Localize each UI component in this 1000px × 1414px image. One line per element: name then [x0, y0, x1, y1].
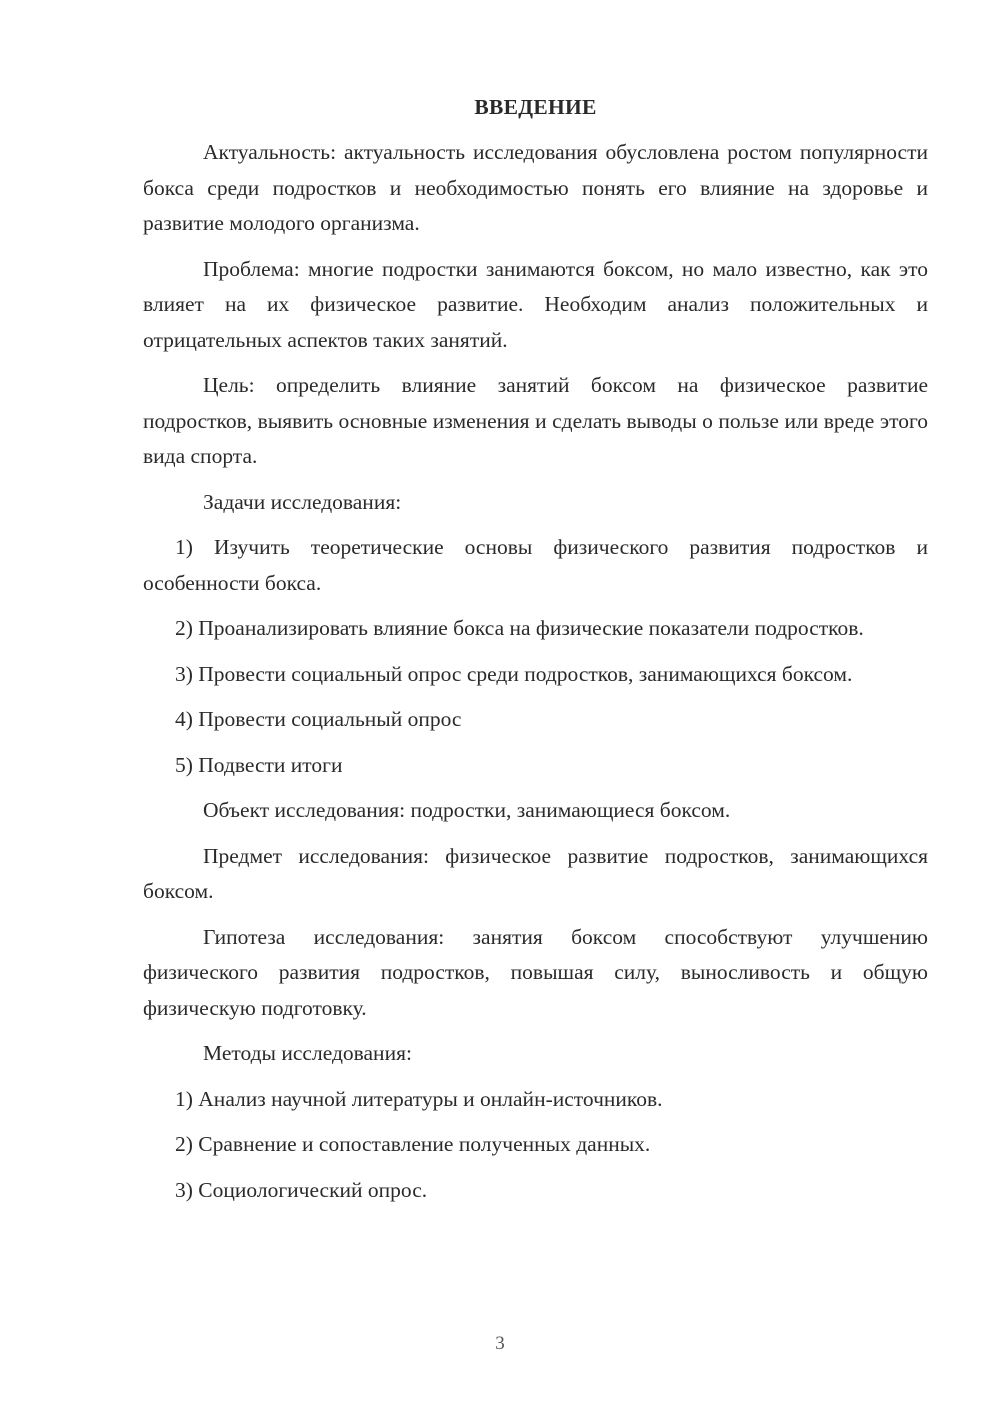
document-page [143, 90, 928, 1218]
task-item: 4) Провести социальный опрос [175, 707, 462, 731]
relevance-paragraph: Актуальность: актуальность исследования обусловлена ростом популярности бокса среди подростков и необходимостью понять его влияние на здоровье и развитие молодого организма. [143, 140, 928, 235]
section-heading: ВВЕДЕНИЕ [474, 95, 597, 119]
task-item: 1) Изучить теоретические основы физического развития подростков и особенности бокса. [143, 535, 928, 595]
task-item: 3) Провести социальный опрос среди подростков, занимающихся боксом. [175, 661, 853, 686]
page-number: 3 [495, 1333, 505, 1354]
hypothesis-paragraph: Гипотеза исследования: занятия боксом способствуют улучшению физического развития подростков, повышая силу, выносливость и общую физическую подготовку. [143, 924, 928, 1020]
methods-title: Методы исследования: [203, 1041, 412, 1065]
method-item: 1) Анализ научной литературы и онлайн-источников. [175, 1086, 663, 1111]
method-item: 3) Социологический опрос. [175, 1177, 428, 1202]
subject-paragraph: Предмет исследования: физическое развитие подростков, занимающихся боксом. [143, 843, 928, 903]
method-item: 2) Сравнение и сопоставление полученных данных. [175, 1132, 651, 1156]
tasks-title: Задачи исследования: [203, 489, 402, 514]
task-item: 2) Проанализировать влияние бокса на физические показатели подростков. [175, 616, 864, 640]
task-item: 5) Подвести итоги [175, 752, 343, 777]
object-paragraph: Объект исследования: подростки, занимающиеся боксом. [203, 798, 731, 822]
goal-paragraph: Цель: определить влияние занятий боксом на физическое развитие подростков, выявить основные изменения и сделать выводы о пользе или вреде этого вида спорта. [143, 373, 928, 468]
problem-paragraph: Проблема: многие подростки занимаются боксом, но мало известно, как это влияет на их физическое развитие. Необходим анализ положительных и отрицательных аспектов таких занятий. [143, 256, 928, 352]
